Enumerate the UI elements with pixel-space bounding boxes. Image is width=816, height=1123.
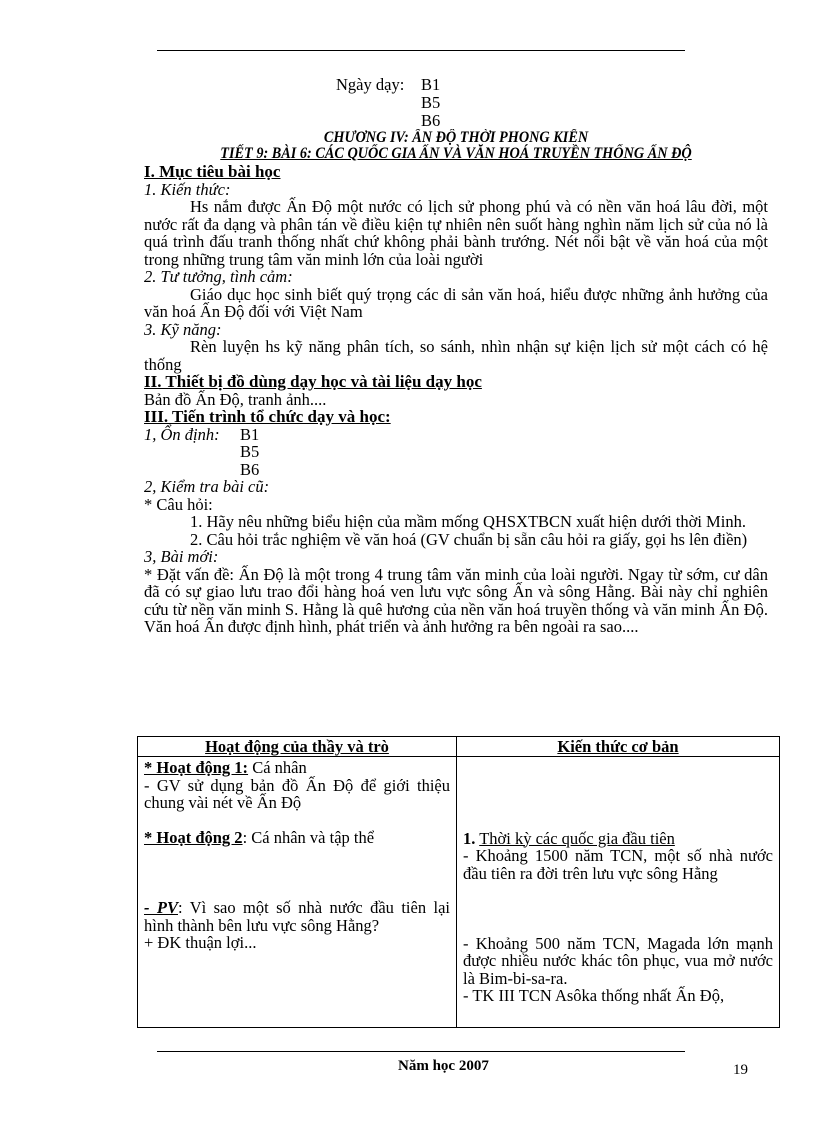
school-year: Năm học 2007 [398,1058,489,1074]
page-number: 19 [733,1062,748,1078]
attitude-text: Giáo dục học sinh biết quý trọng các di sản văn hoá, hiểu được những ảnh hưởng của văn hoá Ấn Độ đối với Việt Nam [144,284,768,321]
stabilize-label: 1, Ổn định: [144,424,220,444]
attitude-subheading: 2. Tư tưởng, tình cảm: [144,267,293,286]
activity-2-label: * Hoạt động 2 [144,828,243,847]
col-knowledge-header: Kiến thức cơ bản [457,737,780,757]
review-question-1: 1. Hãy nêu những biểu hiện của mầm mống QHSXTBCN xuất hiện dưới thời Minh. [190,512,746,531]
col-activities-header: Hoạt động của thầy và trò [138,737,457,757]
review-question-label: * Câu hỏi: [144,494,213,514]
question-pv-text: : Vì sao một số nhà nước đầu tiên lại hình thành bên lưu vực sông Hằng? [144,898,450,935]
class-b1: B1 [421,75,441,94]
chapter-title: CHƯƠNG IV: ẤN ĐỘ THỜI PHONG KIẾN [323,129,589,146]
knowledge-1-number: 1. [463,828,476,848]
footer-rule [157,1051,685,1052]
new-lesson-subheading: 3, Bài mới: [144,547,219,566]
teaching-date-label: Ngày dạy: [336,75,405,94]
knowledge-1-point-b: - Khoảng 500 năm TCN, Magada lớn mạnh được nhiều nước khác tôn phục, vua mở nước là Bim-bi-sa-ra. [463,933,773,988]
question-pv [144,899,450,934]
section-procedure-heading: III. Tiến trình tổ chức dạy và học: [144,407,391,426]
skills-text: Rèn luyện hs kỹ năng phân tích, so sánh, nhìn nhận sự kiện lịch sử một cách có hệ thống [144,337,768,374]
knowledge-subheading: 1. Kiến thức: [144,179,231,199]
section-equipment-heading: II. Thiết bị đồ dùng dạy học và tài liệu dạy học [144,372,482,391]
new-lesson-intro: * Đặt vấn đề: Ấn Độ là một trong 4 trung tâm văn minh của loài người. Ngay từ sớm, cư dân đã có sự giao lưu trao đổi hàng hoá ven lưu vực sông Ấn và sông Hằng. Bài này chỉ nghiên cứu từ nền văn minh S. Hằng là quê hương của nền văn hoá truyền thống và văn minh Ấn Độ. Văn hoá Ấn được định hình, phát triển và ảnh hưởng ra bên ngoài ra sao.... [144,564,768,636]
activity-1-mode: Cá nhân [248,758,307,777]
skills-subheading: 3. Kỹ năng: [144,319,222,339]
favorable-conditions: + ĐK thuận lợi... [144,933,257,952]
review-question-2: 2. Câu hỏi trắc nghiệm về văn hoá (GV chuẩn bị sẵn câu hỏi ra giấy, gọi hs lên điền) [190,529,748,549]
question-pv-label: - PV [144,898,178,917]
class-b6: B6 [421,111,441,130]
lesson-title: TIẾT 9: BÀI 6: CÁC QUỐC GIA ẤN VÀ VĂN HOÁ TRUYỀN THỐNG ẤN ĐỘ [220,145,692,162]
knowledge-1-title-text: Thời kỳ các quốc gia đầu tiên [479,828,675,848]
section-objectives-heading: I. Mục tiêu bài học [144,162,281,181]
stabilize-class-b1: B1 [240,424,260,444]
activities-cell [138,757,457,1028]
knowledge-1-title [463,830,773,848]
activity-1-label: * Hoạt động 1: [144,758,249,777]
table-row [138,757,780,1028]
activity-1-detail: - GV sử dụng bản đồ Ấn Độ để giới thiệu chung vài nét về Ấn Độ [144,775,450,812]
stabilize-row [144,426,768,444]
review-subheading: 2, Kiểm tra bài cũ: [144,477,270,496]
class-b5: B5 [421,93,441,112]
stabilize-class-b5: B5 [240,442,260,461]
knowledge-1-point-a: - Khoảng 1500 năm TCN, một số nhà nước đầu tiên ra đời trên lưu vực sông Hằng [463,846,773,883]
activity-2-mode: : Cá nhân và tập thể [242,828,375,847]
knowledge-cell [457,757,780,1028]
activity-1 [144,759,450,777]
equipment-text: Bản đồ Ấn Độ, tranh ảnh.... [144,389,327,409]
header-rule [157,50,685,51]
activity-table [137,736,780,1028]
knowledge-1-point-c: - TK III TCN Asôka thống nhất Ấn Độ, [463,986,725,1005]
stabilize-class-b6: B6 [240,459,260,479]
table-header-row [138,737,780,757]
knowledge-text: Hs nắm được Ấn Độ một nước có lịch sử phong phú và có nền văn hoá lâu đời, một nước rất đa dạng và phân tán về điều kiện tự nhiên nên suốt hàng nghìn năm lịch sử của nó là quá trình đấu tranh thống nhất chứ không phải bành trướng. Nét nổi bật về văn hoá của một trong những trung tâm văn minh lớn của loài người [144,197,768,269]
lesson-body [144,163,768,636]
activity-2 [144,829,450,847]
